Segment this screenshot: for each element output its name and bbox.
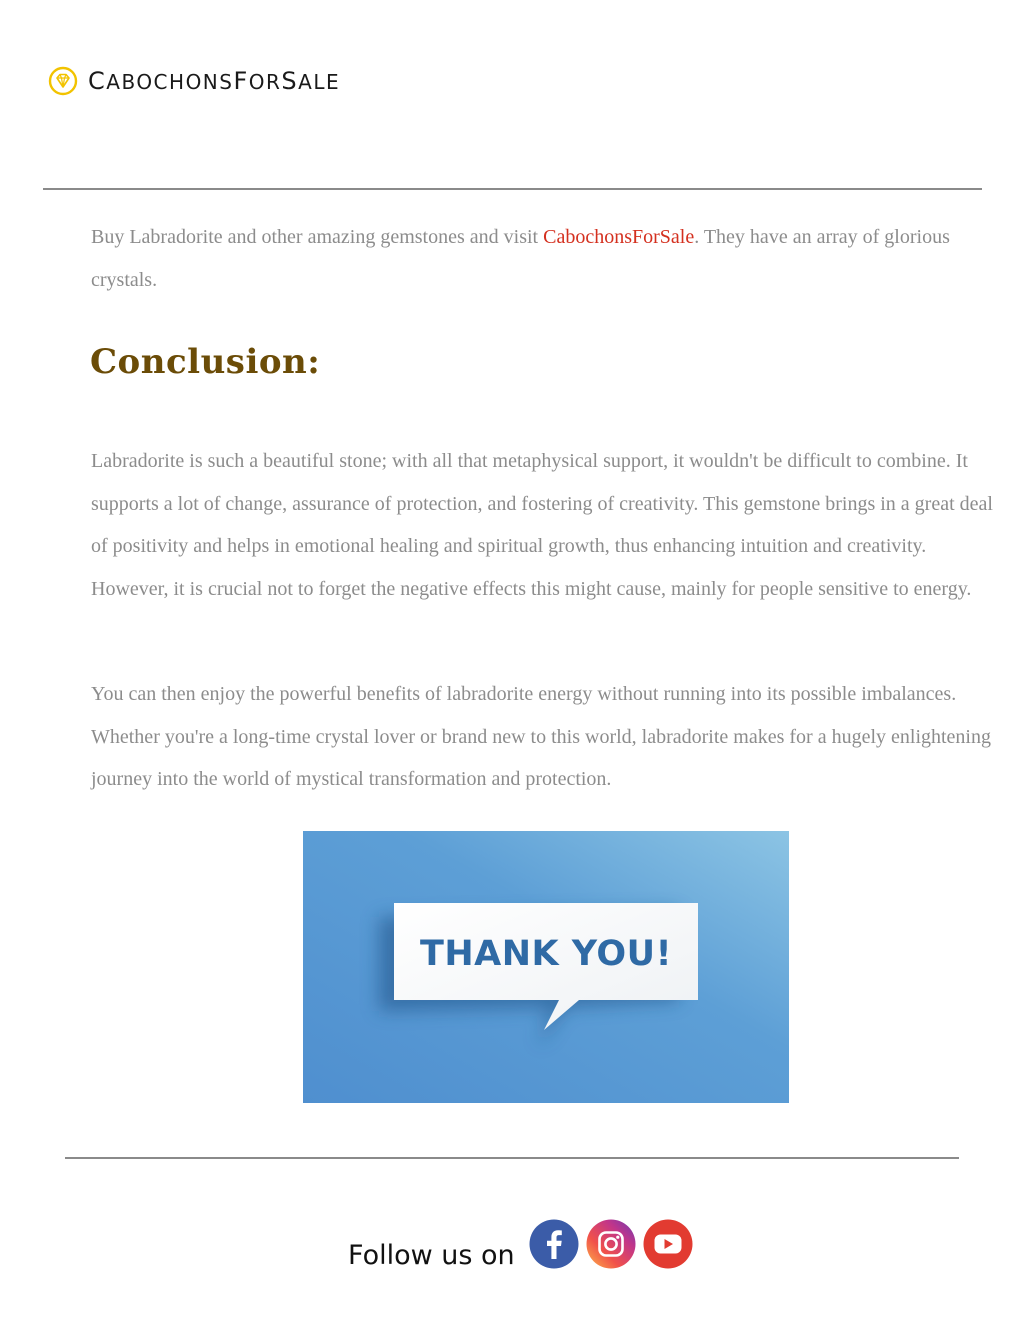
instagram-button[interactable] — [586, 1219, 636, 1269]
thank-you-image — [303, 831, 789, 1103]
facebook-icon — [529, 1219, 579, 1269]
cabochonsforsale-link[interactable]: CabochonsForSale — [543, 226, 695, 248]
diamond-logo-icon — [48, 66, 78, 96]
facebook-button[interactable] — [529, 1219, 579, 1269]
brand-name: CABOCHONSFORSALE — [88, 67, 341, 95]
bottom-divider — [65, 1157, 959, 1159]
top-divider — [43, 188, 982, 190]
intro-paragraph: Buy Labradorite and other amazing gemstones and visit CabochonsForSale. They have an array of glorious crystals. — [91, 226, 950, 291]
thank-you-text: THANK YOU! — [419, 934, 673, 974]
youtube-icon — [643, 1219, 693, 1269]
conclusion-heading: Conclusion: — [90, 342, 321, 382]
follow-us-label: Follow us on — [348, 1240, 515, 1271]
instagram-icon — [586, 1219, 636, 1269]
conclusion-paragraph-1: Labradorite is such a beautiful stone; with all that metaphysical support, it wouldn't be difficult to combine. It supports a lot of change, assurance of protection, and fostering of creativity. This gemstone brings in a great deal of positivity and helps in emotional healing and spiritual growth, thus enhancing intuition and creativity. However, it is crucial not to forget the negative effects this might cause, mainly for people sensitive to energy. — [91, 450, 993, 600]
brand-logo[interactable] — [48, 66, 340, 96]
youtube-button[interactable] — [643, 1219, 693, 1269]
conclusion-paragraph-2: You can then enjoy the powerful benefits of labradorite energy without running into its possible imbalances. Whether you're a long-time crystal lover or brand new to this world, labradorite makes for a hugely enlightening journey into the world of mystical transformation and protection. — [91, 683, 991, 790]
